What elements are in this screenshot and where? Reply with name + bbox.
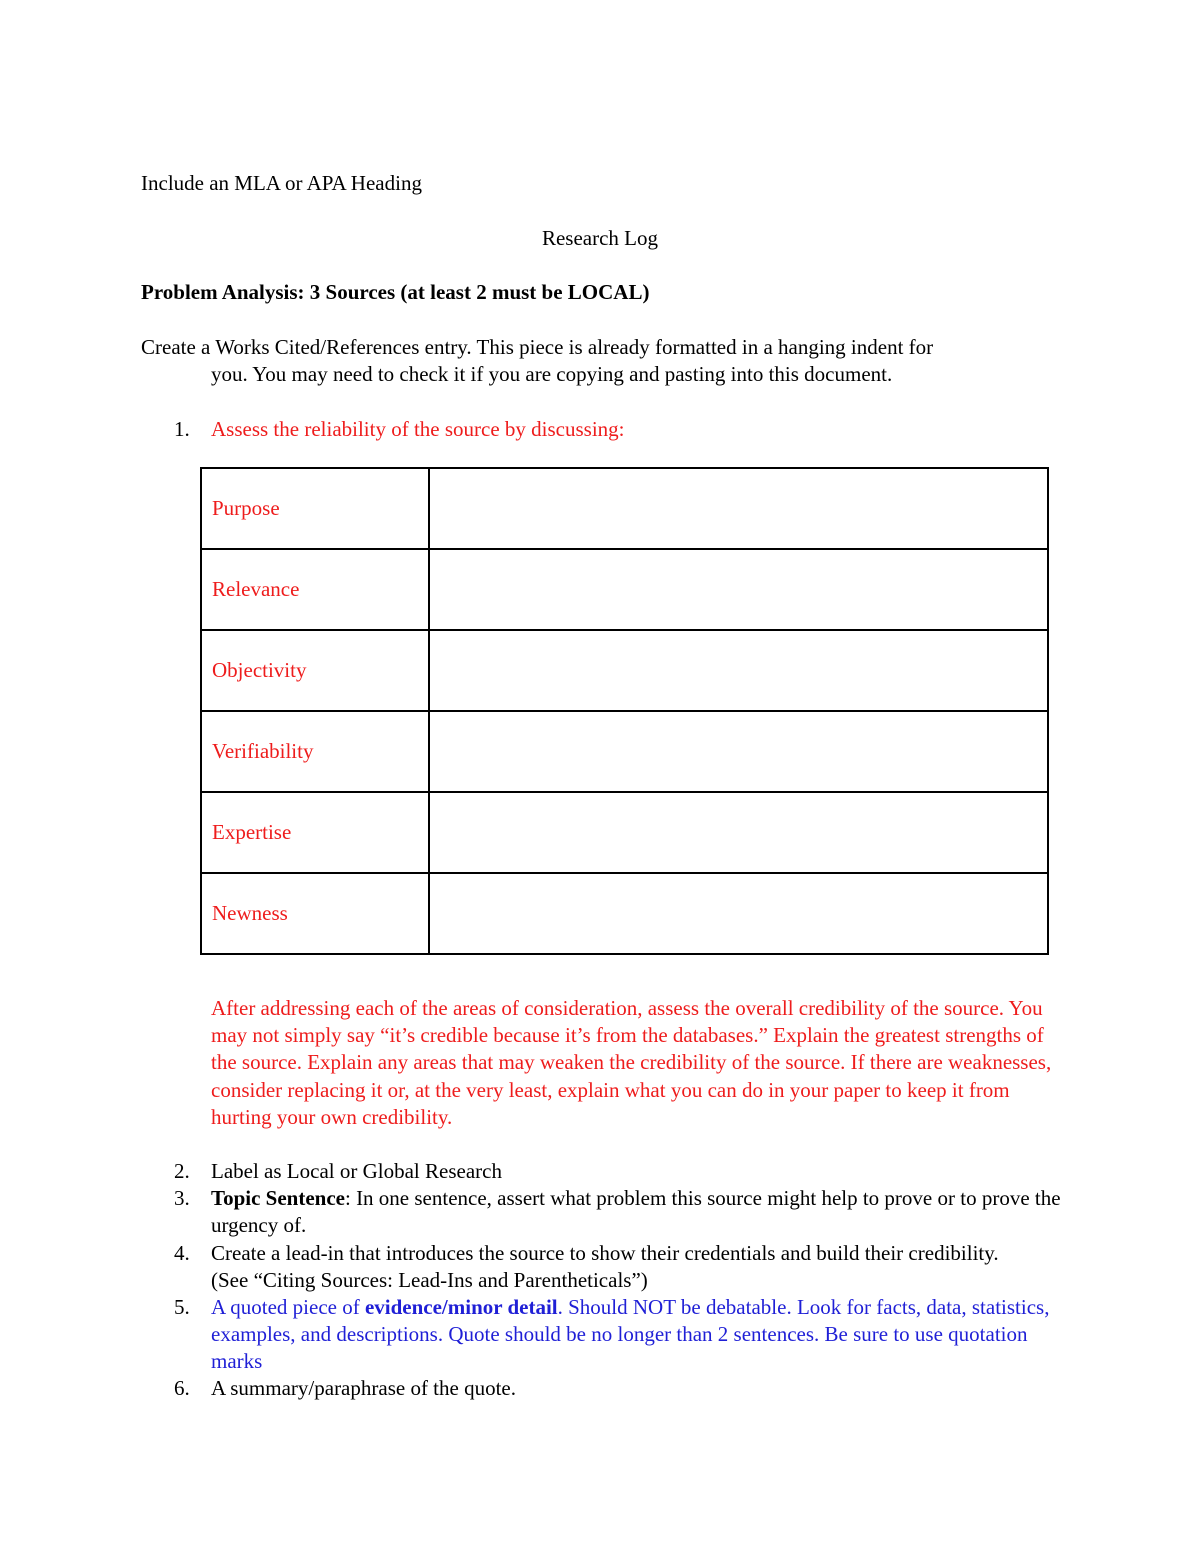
- list-number-1: 1.: [174, 417, 190, 441]
- list-item-lead-in: Create a lead-in that introduces the source to show their credentials and build their credibility. (See “Citing Sources: Lead-Ins and Parentheticals”): [211, 1241, 999, 1292]
- criteria-label-verifiability: Verifiability: [201, 711, 429, 792]
- evidence-text-intro: A quoted piece of: [211, 1295, 365, 1319]
- table-row: [201, 711, 1048, 792]
- criteria-value-objectivity[interactable]: [429, 630, 1048, 711]
- evidence-text-rest: . Should NOT be debatable. Look for facts, data, statistics, examples, and descriptions. Quote should be no longer than 2 sentences. Be sure to use quotation marks: [211, 1295, 1050, 1373]
- criteria-value-purpose[interactable]: [429, 468, 1048, 549]
- criteria-label-objectivity: Objectivity: [201, 630, 429, 711]
- table-row: [201, 468, 1048, 549]
- list-item-quoted-evidence: [211, 1294, 1066, 1375]
- criteria-label-expertise: Expertise: [201, 792, 429, 873]
- list-number-6: 6.: [174, 1376, 190, 1400]
- list-item-summary: A summary/paraphrase of the quote.: [211, 1376, 516, 1400]
- document-title: Research Log: [541, 226, 659, 250]
- table-row: [201, 549, 1048, 630]
- list-item-assess-reliability: Assess the reliability of the source by discussing:: [211, 417, 625, 441]
- credibility-instructions-paragraph: After addressing each of the areas of consideration, assess the overall credibility of the source. You may not simply say “it’s credible because it’s from the databases.” Explain the greatest strengths of the source. Explain any areas that may weaken the credibility of the source. If there are weaknesses, consider replacing it or, at the very least, explain what you can do in your paper to keep it from hurting your own credibility.: [211, 996, 1052, 1129]
- list-number-4: 4.: [174, 1241, 190, 1265]
- criteria-value-verifiability[interactable]: [429, 711, 1048, 792]
- works-cited-instruction-line-2: you. You may need to check it if you are copying and pasting into this document.: [211, 362, 893, 386]
- list-item-topic-sentence: [211, 1185, 1061, 1239]
- table-row: [201, 792, 1048, 873]
- criteria-value-expertise[interactable]: [429, 792, 1048, 873]
- table-row: [201, 630, 1048, 711]
- list-number-2: 2.: [174, 1159, 190, 1183]
- topic-sentence-text: : In one sentence, assert what problem this source might help to prove or to prove the urgency of.: [211, 1186, 1061, 1237]
- evidence-label: evidence/minor detail: [364, 1295, 558, 1319]
- works-cited-instruction-line-1: Create a Works Cited/References entry. This piece is already formatted in a hanging indent for: [141, 335, 934, 359]
- criteria-label-purpose: Purpose: [201, 468, 429, 549]
- section-title: Problem Analysis: 3 Sources (at least 2 must be LOCAL): [141, 280, 650, 304]
- list-number-5: 5.: [174, 1295, 190, 1319]
- reliability-criteria-table: [200, 467, 1049, 955]
- criteria-label-newness: Newness: [201, 873, 429, 954]
- list-number-3: 3.: [174, 1186, 190, 1210]
- topic-sentence-label: Topic Sentence: [211, 1186, 345, 1210]
- criteria-label-relevance: Relevance: [201, 549, 429, 630]
- criteria-value-newness[interactable]: [429, 873, 1048, 954]
- criteria-value-relevance[interactable]: [429, 549, 1048, 630]
- list-item-label-research: Label as Local or Global Research: [211, 1159, 502, 1183]
- table-row: [201, 873, 1048, 954]
- heading-note: Include an MLA or APA Heading: [141, 171, 422, 195]
